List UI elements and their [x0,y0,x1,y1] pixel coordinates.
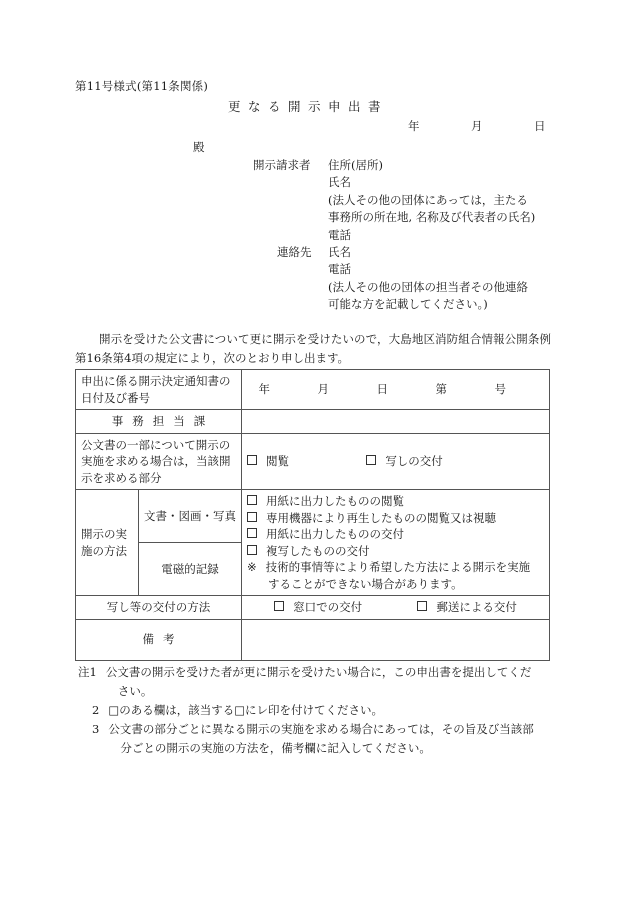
option-print-view-label: 用紙に出力したものの閲覧 [266,494,404,508]
footnotes [78,663,554,758]
option-copy-delivery-label: 写しの交付 [385,454,443,468]
checkbox-print-delivery-icon[interactable] [247,528,257,538]
row-remarks-label: 備考 [76,619,242,660]
requester-address: 住所(居所) [328,158,383,172]
footnote-2-body [108,701,554,720]
contact-corp-note-2: 可能な方を記載してください。) [328,297,488,312]
footnote-3 [78,720,554,758]
addressee-label: 殿 [193,140,205,154]
requester-label: 開示請求者 [253,158,311,172]
footnote-1-cont: さい。 [117,684,153,698]
footnote-2-number: 2 [92,703,100,717]
footnote-3-number: 3 [92,722,100,736]
table-row-method-documents [76,490,550,543]
footnote-3-body [108,720,554,758]
requester-corp-note-1: (法人その他の団体にあっては，主たる [328,192,528,207]
footnote-3-text: 公文書の部分ごとに異なる開示の実施を求める場合にあっては，その旨及び当該部 [108,722,534,736]
option-print-delivery-label: 用紙に出力したものの交付 [266,527,404,541]
contact-phone: 電話 [328,262,351,277]
option-browse-label: 閲覧 [266,454,289,468]
table-row-remarks [76,619,550,660]
checkbox-copy-delivery-icon[interactable] [366,455,376,465]
checkbox-browse-icon[interactable] [247,455,257,465]
requester-corp-note-2: 事務所の所在地, 名称及び代表者の氏名) [328,210,536,225]
table-row-delivery [76,596,550,620]
requester-name: 氏名 [328,175,351,190]
row-notice-value[interactable] [242,370,550,410]
footnote-3-cont: 分ごとの開示の実施の方法を，備考欄に記入してください。 [120,741,431,755]
contact-label: 連絡先 [277,245,312,259]
requester-fields [328,157,535,244]
option-duplicate-delivery-label: 複写したものの交付 [266,543,370,558]
date-line: 年 月 日 [408,119,566,133]
application-form-table [75,369,550,661]
checkbox-counter-delivery-icon[interactable] [274,601,284,611]
row-method-label: 開示の実施の方法 [76,490,139,596]
row-delivery-options [242,596,550,620]
footnote-1 [78,663,554,701]
row-method-sub-electronic: 電磁的記録 [139,543,242,596]
intro-paragraph: 開示を受けた公文書について更に開示を受けたいので，大島地区消防組合情報公開条例第16条第4項の規定により，次のとおり申し出ます。 [75,332,551,365]
contact-name: 氏名 [328,245,351,259]
option-device-playback-label: 専用機器により再生したものの閲覧又は視聴 [266,510,496,525]
row-notice-label: 申出に係る開示決定通知書の日付及び番号 [76,370,242,410]
checkbox-mail-delivery-icon[interactable] [417,601,427,611]
row-section-value[interactable] [242,410,550,434]
footnote-2-text: □のある欄は，該当する□にレ印を付けてください。 [108,703,384,717]
option-counter-delivery-label: 窓口での交付 [293,600,363,614]
footnote-1-text: 公文書の開示を受けた者が更に開示を受けたい場合に，この申出書を提出してくだ [105,665,532,679]
table-row-partial [76,433,550,490]
footnote-1-number: 注1 [78,665,97,679]
document-title: 更なる開示申出書 [228,99,389,114]
row-partial-label: 公文書の一部について開示の実施を求める場合は，当該開示を求める部分 [76,433,242,490]
notice-date-number: 年 月 日 第 号 [258,382,524,397]
contact-corp-note-1: (法人その他の団体の担当者その他連絡 [328,279,528,294]
checkbox-duplicate-delivery-icon[interactable] [247,545,257,555]
row-method-sub-documents: 文書・図画・写真 [139,490,242,543]
checkbox-device-playback-icon[interactable] [247,512,257,522]
requester-phone: 電話 [328,227,351,242]
table-row-notice [76,370,550,410]
note-mark-icon: ※ [247,560,257,574]
contact-fields [328,244,528,314]
row-partial-options [242,433,550,490]
method-note-line-1: 技術的事情等により希望した方法による開示を実施 [265,560,531,574]
table-row-section [76,410,550,434]
row-method-options [242,490,550,596]
row-delivery-label: 写し等の交付の方法 [76,596,242,620]
footnote-1-body [106,663,554,701]
row-section-label: 事務担当課 [76,410,242,434]
footnote-2 [78,701,554,720]
method-note-line-2: することができない場合があります。 [268,576,463,591]
checkbox-print-view-icon[interactable] [247,495,257,505]
row-remarks-value[interactable] [242,619,550,660]
option-mail-delivery-label: 郵送による交付 [436,600,517,614]
form-number: 第11号様式(第11条関係) [75,79,209,93]
